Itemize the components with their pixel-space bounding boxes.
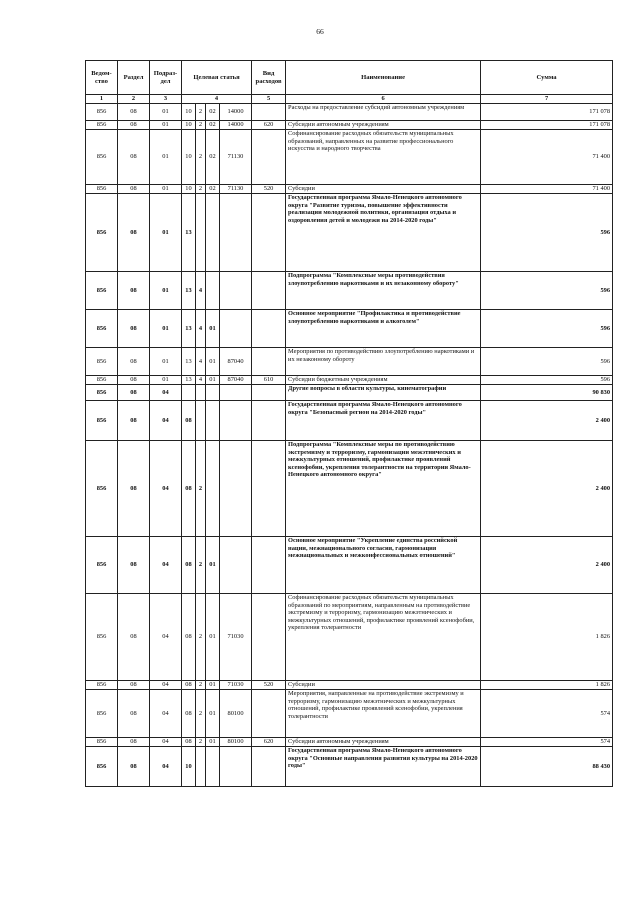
naimenovanie-cell: Субсидии автономным учреждениям [286, 738, 481, 747]
table-body [86, 104, 613, 787]
podrazdel-cell: 04 [150, 385, 182, 401]
naimenovanie-cell: Субсидии [286, 681, 481, 690]
razdel-cell: 08 [118, 310, 150, 348]
vedomstvo-cell: 856 [86, 376, 118, 385]
podrazdel-cell: 01 [150, 348, 182, 376]
podrazdel-cell: 04 [150, 594, 182, 681]
target-program-cell: 10 [182, 104, 196, 121]
target-event-cell [206, 272, 220, 310]
summa-cell: 596 [481, 376, 613, 385]
vid-cell [252, 690, 286, 738]
vid-cell [252, 194, 286, 272]
table-header [86, 61, 613, 104]
naimenovanie-cell: Субсидии [286, 185, 481, 194]
vid-cell [252, 104, 286, 121]
summa-cell: 71 400 [481, 130, 613, 185]
table-row [86, 537, 613, 594]
target-code-cell [220, 747, 252, 787]
podrazdel-cell: 01 [150, 272, 182, 310]
page-number: 66 [316, 27, 324, 36]
naimenovanie-cell: Основное мероприятие "Профилактика и противодействие злоупотреблению наркотиками и алкоголем" [286, 310, 481, 348]
target-program-cell: 08 [182, 738, 196, 747]
target-code-cell [220, 385, 252, 401]
target-code-cell: 80100 [220, 738, 252, 747]
vid-cell: 520 [252, 185, 286, 194]
column-numbers-row [86, 95, 613, 104]
vedomstvo-cell: 856 [86, 747, 118, 787]
naimenovanie-cell: Субсидии бюджетным учреждениям [286, 376, 481, 385]
vedomstvo-cell: 856 [86, 441, 118, 537]
vid-cell: 620 [252, 121, 286, 130]
table-row [86, 690, 613, 738]
table-row [86, 385, 613, 401]
target-code-cell: 71130 [220, 130, 252, 185]
podrazdel-cell: 01 [150, 185, 182, 194]
vedomstvo-cell: 856 [86, 272, 118, 310]
razdel-cell: 08 [118, 690, 150, 738]
podrazdel-cell: 04 [150, 681, 182, 690]
podrazdel-cell: 01 [150, 130, 182, 185]
table-row [86, 738, 613, 747]
razdel-cell: 08 [118, 272, 150, 310]
summa-cell: 596 [481, 272, 613, 310]
vedomstvo-cell: 856 [86, 738, 118, 747]
naimenovanie-cell: Государственная программа Ямало-Ненецкого автономного округа "Основные направления развития культуры на 2014-2020 годы" [286, 747, 481, 787]
podrazdel-cell: 04 [150, 441, 182, 537]
target-code-cell: 71030 [220, 594, 252, 681]
vedomstvo-cell: 856 [86, 681, 118, 690]
summa-cell: 1 826 [481, 594, 613, 681]
target-code-cell: 80100 [220, 690, 252, 738]
target-event-cell: 01 [206, 348, 220, 376]
naimenovanie-cell: Расходы на предоставление субсидий автономным учреждениям [286, 104, 481, 121]
vedomstvo-cell: 856 [86, 185, 118, 194]
header-vid-rashodov: Вид расходов [252, 61, 286, 95]
vid-cell [252, 272, 286, 310]
target-program-cell: 08 [182, 594, 196, 681]
razdel-cell: 08 [118, 104, 150, 121]
naimenovanie-cell: Мероприятия по противодействию злоупотреблению наркотиками и их незаконному обороту [286, 348, 481, 376]
target-program-cell: 08 [182, 537, 196, 594]
col-number: 5 [252, 95, 286, 104]
vid-cell [252, 441, 286, 537]
summa-cell: 596 [481, 194, 613, 272]
target-program-cell: 13 [182, 376, 196, 385]
vid-cell: 620 [252, 738, 286, 747]
target-program-cell: 08 [182, 401, 196, 441]
podrazdel-cell: 01 [150, 376, 182, 385]
target-code-cell: 87040 [220, 348, 252, 376]
header-summa: Сумма [481, 61, 613, 95]
razdel-cell: 08 [118, 185, 150, 194]
naimenovanie-cell: Подпрограмма "Комплексные меры противодействия злоупотреблению наркотиками и их незаконному обороту" [286, 272, 481, 310]
summa-cell: 596 [481, 310, 613, 348]
col-number: 6 [286, 95, 481, 104]
target-program-cell: 13 [182, 272, 196, 310]
naimenovanie-cell: Мероприятия, направленные на противодействие экстремизму и терроризму, гармонизацию межэтнических и межкультурных отношений, профилактике проявлений ксенофобии, укрепления толерантности [286, 690, 481, 738]
target-program-cell: 10 [182, 185, 196, 194]
table-row [86, 272, 613, 310]
podrazdel-cell: 04 [150, 537, 182, 594]
vid-cell: 520 [252, 681, 286, 690]
vid-cell [252, 537, 286, 594]
target-code-cell [220, 310, 252, 348]
naimenovanie-cell: Основное мероприятие "Укрепление единства российской нации, межнационального согласия, гармонизация межнациональных и межконфессиональных отношений" [286, 537, 481, 594]
col-number: 1 [86, 95, 118, 104]
header-vedomstvo: Ведом-ство [86, 61, 118, 95]
target-program-cell: 10 [182, 121, 196, 130]
vid-cell [252, 130, 286, 185]
target-subprogram-cell [196, 401, 206, 441]
target-program-cell: 13 [182, 348, 196, 376]
razdel-cell: 08 [118, 681, 150, 690]
naimenovanie-cell: Другие вопросы в области культуры, кинематографии [286, 385, 481, 401]
target-code-cell: 14000 [220, 121, 252, 130]
target-program-cell: 13 [182, 310, 196, 348]
header-podrazdel: Подраз-дел [150, 61, 182, 95]
target-event-cell: 02 [206, 185, 220, 194]
vid-cell [252, 401, 286, 441]
col-number: 2 [118, 95, 150, 104]
target-subprogram-cell: 2 [196, 537, 206, 594]
vedomstvo-cell: 856 [86, 690, 118, 738]
razdel-cell: 08 [118, 594, 150, 681]
summa-cell: 71 400 [481, 185, 613, 194]
vedomstvo-cell: 856 [86, 401, 118, 441]
col-number: 4 [182, 95, 252, 104]
table-row [86, 104, 613, 121]
target-subprogram-cell: 2 [196, 121, 206, 130]
vid-cell [252, 348, 286, 376]
vedomstvo-cell: 856 [86, 310, 118, 348]
target-subprogram-cell: 4 [196, 376, 206, 385]
vid-cell [252, 310, 286, 348]
target-event-cell [206, 401, 220, 441]
vedomstvo-cell: 856 [86, 130, 118, 185]
target-subprogram-cell: 4 [196, 348, 206, 376]
razdel-cell: 08 [118, 441, 150, 537]
summa-cell: 88 430 [481, 747, 613, 787]
vid-cell [252, 747, 286, 787]
razdel-cell: 08 [118, 130, 150, 185]
target-code-cell: 71130 [220, 185, 252, 194]
summa-cell: 171 078 [481, 121, 613, 130]
vedomstvo-cell: 856 [86, 537, 118, 594]
naimenovanie-cell: Софинансирование расходных обязательств муниципальных образований, направленных на развитие профессионального искусства и народного творчества [286, 130, 481, 185]
target-program-cell: 10 [182, 747, 196, 787]
target-subprogram-cell: 2 [196, 690, 206, 738]
header-celevaya-statya: Целевая статья [182, 61, 252, 95]
naimenovanie-cell: Субсидии автономным учреждениям [286, 121, 481, 130]
target-program-cell: 13 [182, 194, 196, 272]
podrazdel-cell: 01 [150, 310, 182, 348]
table-row [86, 376, 613, 385]
target-subprogram-cell: 2 [196, 594, 206, 681]
naimenovanie-cell: Государственная программа Ямало-Ненецкого автономного округа "Безопасный регион на 2014-2020 годы" [286, 401, 481, 441]
target-subprogram-cell: 2 [196, 441, 206, 537]
target-subprogram-cell: 2 [196, 681, 206, 690]
podrazdel-cell: 01 [150, 121, 182, 130]
summa-cell: 171 078 [481, 104, 613, 121]
target-event-cell [206, 194, 220, 272]
naimenovanie-cell: Софинансирование расходных обязательств муниципальных образований по мероприятиям, направленным на противодействие экстремизму и терроризму, гармонизацию межэтнических и межкультурных отношений, профилактике проявлений ксенофобии, укрепления толерантности [286, 594, 481, 681]
table-row [86, 310, 613, 348]
razdel-cell: 08 [118, 194, 150, 272]
target-subprogram-cell [196, 385, 206, 401]
vid-cell [252, 385, 286, 401]
target-subprogram-cell: 4 [196, 310, 206, 348]
target-code-cell [220, 401, 252, 441]
vedomstvo-cell: 856 [86, 348, 118, 376]
target-subprogram-cell [196, 747, 206, 787]
naimenovanie-cell: Государственная программа Ямало-Ненецкого автономного округа "Развитие туризма, повышение эффективности реализации молодежной политики, организация отдыха и оздоровления детей и молодежи на 2014-2020 годы" [286, 194, 481, 272]
target-event-cell: 02 [206, 130, 220, 185]
razdel-cell: 08 [118, 376, 150, 385]
table-row [86, 348, 613, 376]
target-code-cell: 71030 [220, 681, 252, 690]
table-row [86, 747, 613, 787]
budget-table [85, 60, 613, 787]
summa-cell: 596 [481, 348, 613, 376]
target-subprogram-cell: 4 [196, 272, 206, 310]
razdel-cell: 08 [118, 747, 150, 787]
target-subprogram-cell [196, 194, 206, 272]
vedomstvo-cell: 856 [86, 594, 118, 681]
summa-cell: 574 [481, 738, 613, 747]
podrazdel-cell: 01 [150, 194, 182, 272]
target-subprogram-cell: 2 [196, 185, 206, 194]
summa-cell: 2 400 [481, 401, 613, 441]
vedomstvo-cell: 856 [86, 385, 118, 401]
target-subprogram-cell: 2 [196, 738, 206, 747]
vid-cell: 610 [252, 376, 286, 385]
target-event-cell [206, 385, 220, 401]
target-program-cell: 08 [182, 441, 196, 537]
table-row [86, 594, 613, 681]
target-event-cell: 01 [206, 537, 220, 594]
podrazdel-cell: 04 [150, 401, 182, 441]
table-row [86, 121, 613, 130]
target-program-cell: 10 [182, 130, 196, 185]
vedomstvo-cell: 856 [86, 121, 118, 130]
razdel-cell: 08 [118, 121, 150, 130]
target-event-cell [206, 747, 220, 787]
podrazdel-cell: 04 [150, 738, 182, 747]
target-event-cell: 01 [206, 738, 220, 747]
naimenovanie-cell: Подпрограмма "Комплексные меры по противодействию экстремизму и терроризму, гармонизации межэтнических и межкультурных отношений, профилактике проявлений ксенофобии, укрепления толерантности на территории Ямало-Ненецкого автономного округа" [286, 441, 481, 537]
target-event-cell [206, 441, 220, 537]
razdel-cell: 08 [118, 385, 150, 401]
col-number: 7 [481, 95, 613, 104]
razdel-cell: 08 [118, 348, 150, 376]
target-event-cell: 01 [206, 376, 220, 385]
target-program-cell [182, 385, 196, 401]
header-razdel: Раздел [118, 61, 150, 95]
summa-cell: 2 400 [481, 441, 613, 537]
podrazdel-cell: 04 [150, 747, 182, 787]
vedomstvo-cell: 856 [86, 104, 118, 121]
target-event-cell: 01 [206, 681, 220, 690]
target-event-cell: 01 [206, 310, 220, 348]
target-program-cell: 08 [182, 681, 196, 690]
podrazdel-cell: 01 [150, 104, 182, 121]
header-naimenovanie: Наименование [286, 61, 481, 95]
vid-cell [252, 594, 286, 681]
table-row [86, 441, 613, 537]
summa-cell: 90 830 [481, 385, 613, 401]
target-program-cell: 08 [182, 690, 196, 738]
razdel-cell: 08 [118, 537, 150, 594]
summa-cell: 2 400 [481, 537, 613, 594]
target-code-cell: 87040 [220, 376, 252, 385]
target-code-cell [220, 441, 252, 537]
target-code-cell [220, 537, 252, 594]
target-subprogram-cell: 2 [196, 104, 206, 121]
target-code-cell [220, 194, 252, 272]
target-event-cell: 02 [206, 104, 220, 121]
razdel-cell: 08 [118, 401, 150, 441]
target-event-cell: 01 [206, 594, 220, 681]
target-event-cell: 02 [206, 121, 220, 130]
target-code-cell: 14000 [220, 104, 252, 121]
table-row [86, 130, 613, 185]
table-row [86, 185, 613, 194]
table-row [86, 681, 613, 690]
target-code-cell [220, 272, 252, 310]
vedomstvo-cell: 856 [86, 194, 118, 272]
table-row [86, 401, 613, 441]
summa-cell: 574 [481, 690, 613, 738]
podrazdel-cell: 04 [150, 690, 182, 738]
target-event-cell: 01 [206, 690, 220, 738]
col-number: 3 [150, 95, 182, 104]
summa-cell: 1 826 [481, 681, 613, 690]
target-subprogram-cell: 2 [196, 130, 206, 185]
table-row [86, 194, 613, 272]
razdel-cell: 08 [118, 738, 150, 747]
